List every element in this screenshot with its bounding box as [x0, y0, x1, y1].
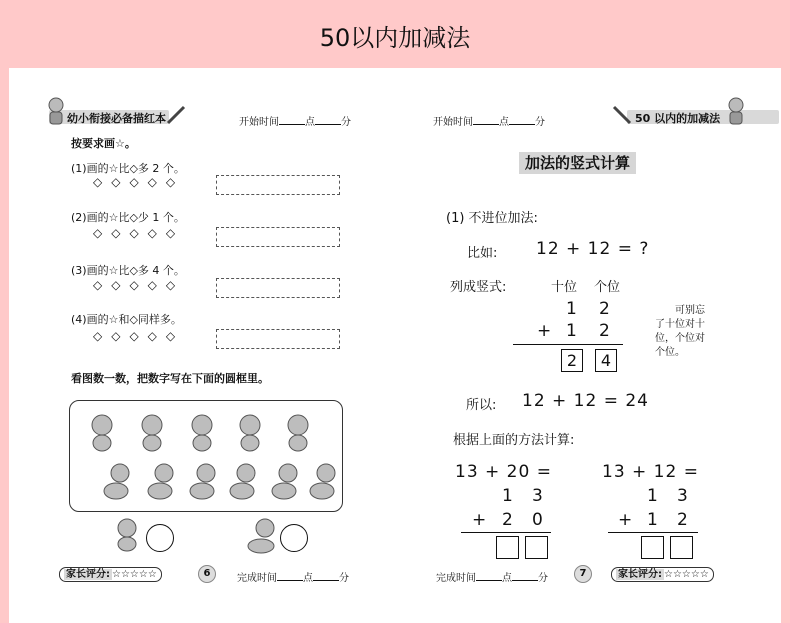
animal-group-illustration [70, 401, 342, 511]
practice-2-answer-tens[interactable] [641, 536, 664, 559]
answer-box-4[interactable] [216, 329, 340, 349]
question-4: (4)画的☆和◇同样多。 [71, 313, 182, 326]
monkey-count-icon [109, 516, 145, 552]
vertical-row1-ones: 2 [599, 299, 610, 319]
side-note-line-3: 位，个位对 [655, 333, 705, 344]
right-finish-time: 完成时间 点 分 [436, 573, 548, 584]
right-parent-rating[interactable]: 家长评分: ☆☆☆☆☆ [611, 567, 714, 582]
girl-mascot-icon [45, 96, 67, 126]
practice-1-row2-tens: 2 [502, 510, 513, 530]
count-instruction: 看图数一数，把数字写在下面的圆框里。 [71, 372, 269, 385]
animal-picture-frame [69, 400, 343, 512]
practice-2-sum-line [608, 532, 698, 533]
subsection-heading: (1) 不进位加法: [446, 211, 538, 226]
fox-icon [104, 464, 129, 499]
practice-instruction: 根据上面的方法计算: [453, 433, 575, 448]
practice-2-answer-ones[interactable] [670, 536, 693, 559]
vertical-sum-line [513, 344, 623, 345]
monkey-count-circle[interactable] [146, 524, 174, 552]
right-header-label: 50 以内的加减法 [635, 112, 721, 125]
practice-1-expression: 13 + 20 = [455, 462, 552, 482]
side-note-line-2: 了十位对十 [655, 319, 705, 330]
vertical-form-label: 列成竖式: [450, 280, 507, 295]
monkey-icon [192, 415, 212, 451]
answer-box-1[interactable] [216, 175, 340, 195]
girl-mascot-icon [725, 96, 747, 126]
vertical-row2-ones: 2 [599, 321, 610, 341]
monkey-icon [240, 415, 260, 451]
vertical-result-ones: 4 [595, 349, 617, 372]
draw-stars-instruction: 按要求画☆。 [71, 137, 136, 150]
practice-2-row1-ones: 3 [677, 486, 688, 506]
left-parent-rating[interactable]: 家长评分: ☆☆☆☆☆ [59, 567, 162, 582]
practice-1-row1-ones: 3 [532, 486, 543, 506]
practice-1-row2-ones: 0 [532, 510, 543, 530]
vertical-row2-tens: 1 [566, 321, 577, 341]
conclusion-expression: 12 + 12 = 24 [522, 391, 649, 411]
example-label: 比如: [467, 246, 498, 261]
conclusion-label: 所以: [466, 398, 497, 413]
diamond-row-1: ◇◇◇◇◇ [93, 175, 185, 189]
vertical-row1-tens: 1 [566, 299, 577, 319]
ones-column-label: 个位 [594, 280, 621, 295]
practice-2-expression: 13 + 12 = [602, 462, 699, 482]
left-page-number: 6 [198, 565, 216, 583]
monkey-icon [92, 415, 112, 451]
fox-icon [230, 464, 255, 499]
diamond-row-2: ◇◇◇◇◇ [93, 226, 185, 240]
answer-box-2[interactable] [216, 227, 340, 247]
fox-icon [190, 464, 215, 499]
left-finish-time: 完成时间 点 分 [237, 573, 349, 584]
left-header-label: 幼小衔接必备描红本 [67, 112, 166, 125]
pencil-icon [611, 104, 633, 126]
left-start-time: 开始时间 点 分 [239, 117, 351, 128]
workbook-spread [9, 68, 781, 623]
side-note-line-4: 个位。 [655, 347, 685, 358]
right-page-number: 7 [574, 565, 592, 583]
fox-icon [148, 464, 173, 499]
fox-count-circle[interactable] [280, 524, 308, 552]
side-note-line-1: 可别忘 [675, 305, 705, 316]
monkey-icon [142, 415, 162, 451]
practice-2-row2-tens: 1 [647, 510, 658, 530]
fox-icon [310, 464, 335, 499]
pencil-icon [165, 104, 187, 126]
fox-icon [272, 464, 297, 499]
practice-1-row1-tens: 1 [502, 486, 513, 506]
question-2: (2)画的☆比◇少 1 个。 [71, 211, 185, 224]
practice-1-sum-line [461, 532, 551, 533]
right-start-time: 开始时间 点 分 [433, 117, 545, 128]
practice-1-plus-sign: + [472, 510, 487, 530]
example-expression: 12 + 12 = ? [536, 239, 650, 259]
banner-title: 50以内加减法 [319, 24, 471, 52]
tens-column-label: 十位 [551, 280, 578, 295]
vertical-result-tens: 2 [561, 349, 583, 372]
rating-stars[interactable]: ☆☆☆☆☆ [112, 569, 157, 580]
practice-2-row2-ones: 2 [677, 510, 688, 530]
practice-2-plus-sign: + [618, 510, 633, 530]
question-1: (1)画的☆比◇多 2 个。 [71, 162, 185, 175]
diamond-row-3: ◇◇◇◇◇ [93, 278, 185, 292]
practice-1-answer-tens[interactable] [496, 536, 519, 559]
fox-count-icon [243, 516, 283, 556]
section-title: 加法的竖式计算 [519, 152, 636, 174]
answer-box-3[interactable] [216, 278, 340, 298]
rating-stars[interactable]: ☆☆☆☆☆ [664, 569, 709, 580]
diamond-row-4: ◇◇◇◇◇ [93, 329, 185, 343]
practice-2-row1-tens: 1 [647, 486, 658, 506]
vertical-plus-sign: + [537, 321, 552, 341]
practice-1-answer-ones[interactable] [525, 536, 548, 559]
question-3: (3)画的☆比◇多 4 个。 [71, 264, 185, 277]
monkey-icon [288, 415, 308, 451]
